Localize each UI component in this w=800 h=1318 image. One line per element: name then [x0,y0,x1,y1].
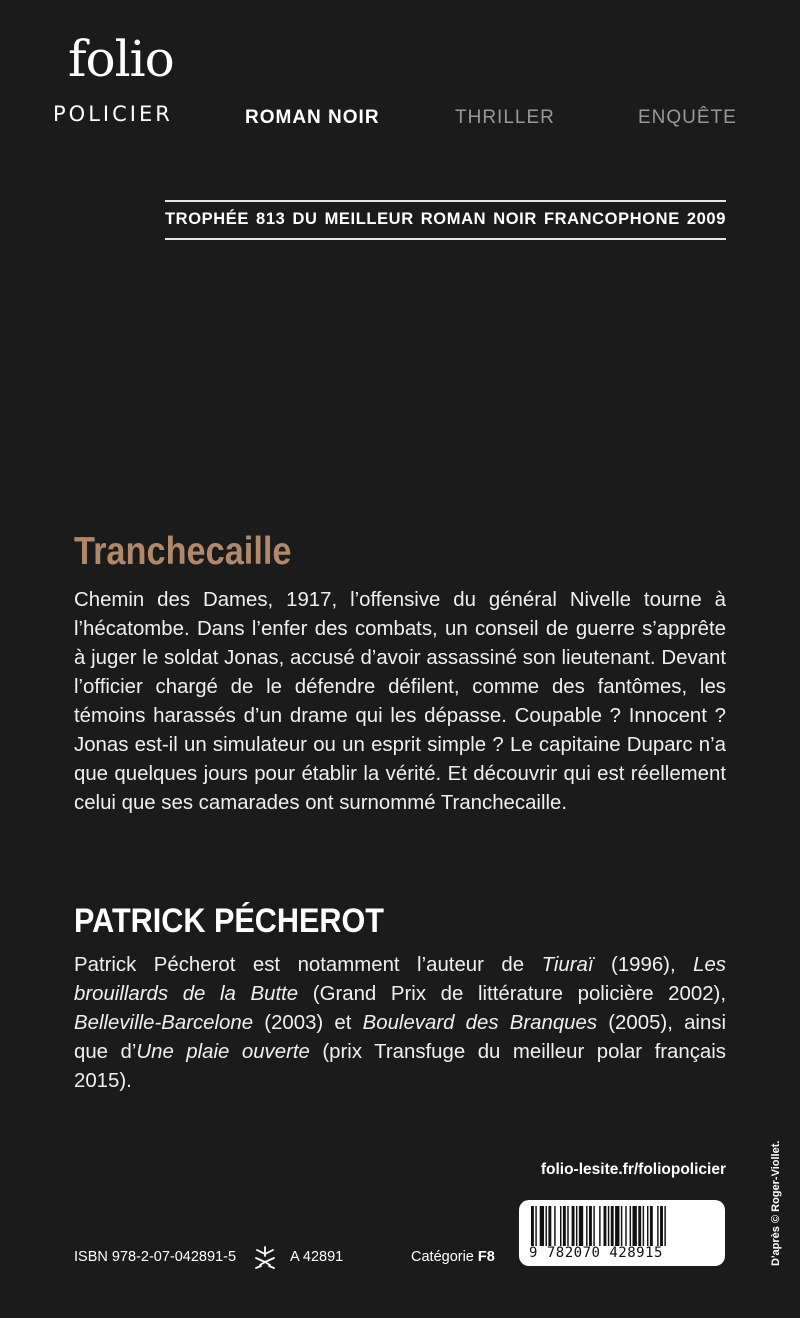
barcode-bar [633,1206,637,1246]
book-title: Tranchecaille [74,530,292,573]
isbn-text: ISBN 978-2-07-042891-5 [74,1249,237,1265]
barcode-bar [567,1206,568,1246]
genre-enquete: ENQUÊTE [638,107,737,128]
publisher-ref: A 42891 [290,1249,344,1265]
bio-book-title: Belleville-Barcelone [74,1012,254,1034]
barcode-bar [615,1206,619,1246]
award-rule-top [165,200,726,202]
barcode-bar [599,1206,600,1246]
barcode-bar [572,1206,575,1246]
barcode-bar [647,1206,648,1246]
barcode [519,1200,725,1266]
barcode-bar [621,1206,622,1246]
author-bio [74,951,726,1096]
barcode-bar [531,1206,534,1246]
barcode-bar [604,1206,607,1246]
bio-text: Patrick Pécherot est notamment l’auteur de [74,954,542,976]
bio-book-title: Les brouillards de la Butte [74,954,727,1005]
author-name: PATRICK PÉCHEROT [74,902,384,940]
photo-credit: D'après © Roger-Viollet. [770,1140,782,1266]
bio-text: (1996), [593,954,694,976]
barcode-number: 9 782070 428915 [529,1245,663,1261]
category [411,1250,495,1265]
barcode-bar [586,1206,587,1246]
award-banner: TROPHÉE 813 DU MEILLEUR ROMAN NOIR FRANCOPHONE 2009 [165,210,726,228]
barcode-bar [630,1206,631,1246]
award-rule-bottom [165,238,726,240]
publisher-mark-icon [252,1244,278,1270]
category-label: Catégorie [411,1249,474,1265]
barcode-bar [638,1206,641,1246]
bio-text: (2005), ainsi que d’ [74,1012,727,1063]
bio-book-title: Boulevard des Branques [362,1012,598,1034]
bio-text: (2003) et [253,1012,363,1034]
barcode-bar [560,1206,561,1246]
barcode-bar [611,1206,614,1246]
bio-book-title: Une plaie ouverte [136,1041,310,1063]
genre-roman-noir: ROMAN NOIR [245,107,380,128]
barcode-bar [589,1206,592,1246]
genre-thriller: THRILLER [455,107,555,128]
bio-book-title: Tiuraï [541,954,594,976]
barcode-bar [625,1206,626,1246]
barcode-bar [579,1206,583,1246]
book-synopsis: Chemin des Dames, 1917, l’offensive du général Nivelle tourne à l’hécatombe. Dans l’enfer des combats, un conseil de guerre s’apprête à juger le soldat Jonas, accusé d’avoir assassiné son lieutenant. Devant l’officier chargé de le défendre défilent, comme des fantômes, les témoins harassés d’un drame qui les dépasse. Coupable ? Innocent ? Jonas est-il un simulateur ou un esprit simple ? Le capitaine Duparc n’a que quelques jours pour établir la vérité. Et découvrir qui est réellement celui que ses camarades ont surnommé Tranchecaille. [74,589,726,814]
bio-text: (Grand Prix de littérature policière 2002), [298,983,726,1005]
folio-logo: folio [68,30,174,88]
bio-text: (prix Transfuge du meilleur polar français 2015). [74,1041,726,1092]
barcode-bar [563,1206,566,1246]
policier-logo-label: POLICIER [53,102,173,126]
barcode-bar [546,1206,547,1246]
barcode-bars [531,1206,713,1246]
barcode-bar [608,1206,609,1246]
barcode-bar [548,1206,551,1246]
barcode-bar [554,1206,555,1246]
barcode-bar [535,1206,536,1246]
barcode-bar [660,1206,663,1246]
barcode-bar [643,1206,644,1246]
barcode-bar [650,1206,653,1246]
barcode-bar [576,1206,577,1246]
barcode-bar [593,1206,594,1246]
category-value: F8 [477,1249,495,1265]
website-link[interactable]: folio-lesite.fr/foliopolicier [540,1161,726,1178]
barcode-bar [540,1206,544,1246]
barcode-bar [664,1206,665,1246]
barcode-bar [657,1206,658,1246]
